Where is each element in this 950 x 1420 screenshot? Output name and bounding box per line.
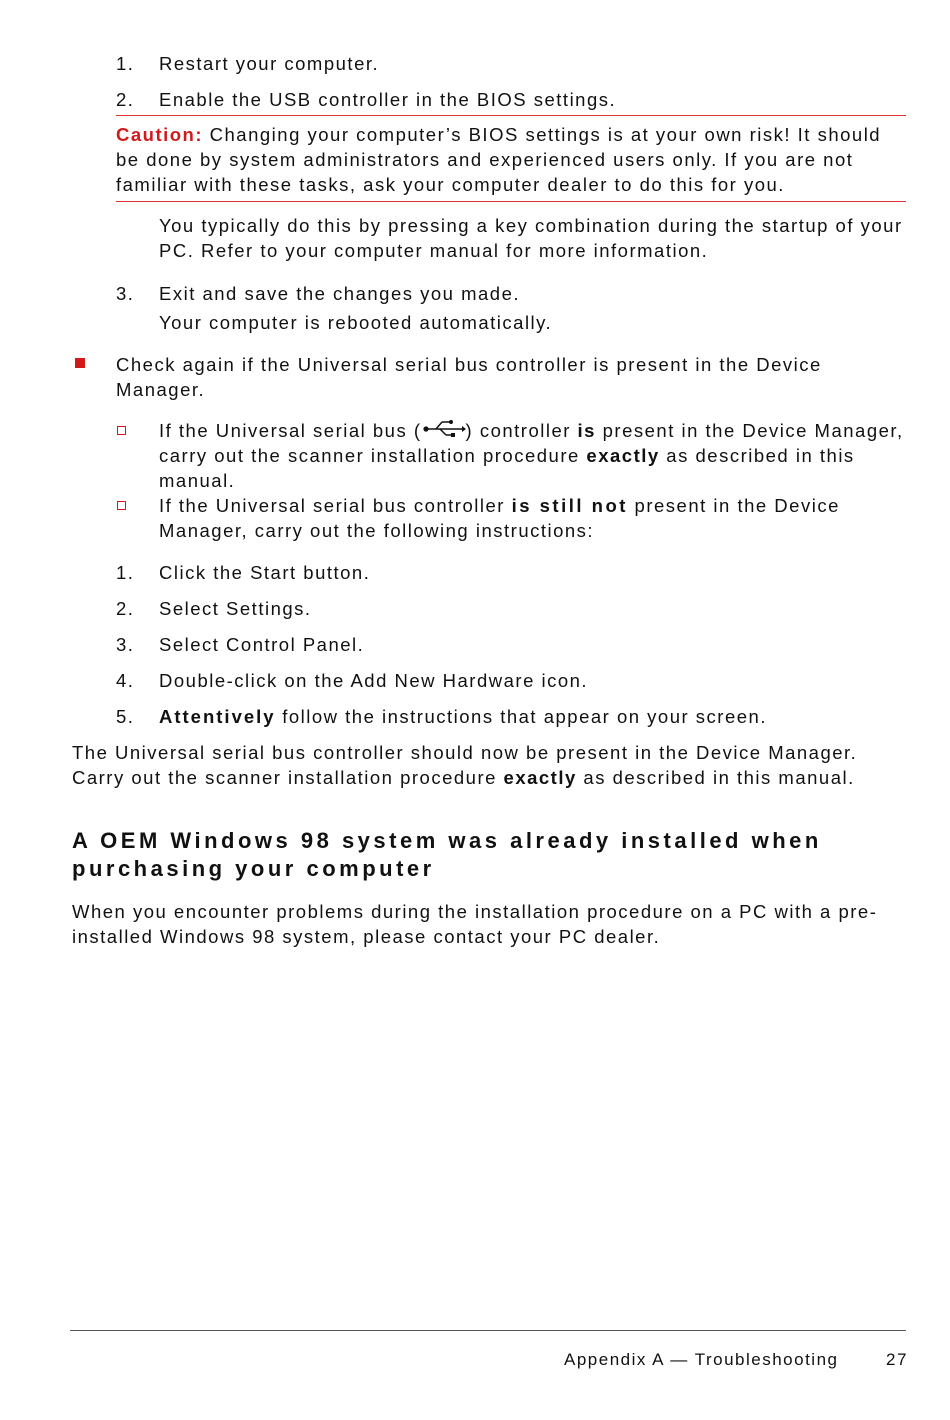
step-text: Select Control Panel.	[159, 634, 365, 655]
emphasis: is	[577, 420, 596, 441]
step-text: Enable the USB controller in the BIOS settings.	[159, 89, 617, 110]
text-part: present in the Device Manager, carry out the scanner installation procedure	[159, 420, 904, 466]
text-part: as described in this manual.	[576, 767, 855, 788]
step-number: 5.	[116, 706, 135, 727]
step-text: Double-click on the Add New Hardware icon.	[159, 670, 589, 691]
page-number: 27	[886, 1350, 908, 1369]
caution-paragraph	[116, 122, 906, 197]
text-part: as described in this manual.	[159, 445, 855, 491]
text-part: If the Universal serial bus controller	[159, 495, 512, 516]
emphasis: Attentively	[159, 706, 276, 727]
step-text: Select Settings.	[159, 598, 312, 619]
step-number: 2.	[116, 598, 135, 619]
text-part: The Universal serial bus controller should now be present in the Device Manager. Carry out the scanner installation procedure	[72, 742, 858, 788]
final-paragraph: When you encounter problems during the installation procedure on a PC with a pre-installed Windows 98 system, please contact your PC dealer.	[72, 901, 878, 947]
sub-bullet-usb-present	[159, 418, 910, 493]
caution-label: Caution:	[116, 124, 204, 145]
sub-bullet-usb-not-present	[159, 493, 910, 543]
emphasis: exactly	[586, 445, 660, 466]
text-part: follow the instructions that appear on your screen.	[275, 706, 767, 727]
step-text: Click the Start button.	[159, 562, 371, 583]
emphasis: is still not	[511, 495, 628, 516]
bios-note: You typically do this by pressing a key combination during the startup of your PC. Refer to your computer manual for more information.	[159, 215, 903, 261]
check-again-text: Check again if the Universal serial bus controller is present in the Device Manager.	[116, 354, 822, 400]
step-number: 3.	[116, 634, 135, 655]
text-part: present in the Device Manager, carry out the following instructions:	[159, 495, 840, 541]
usb-icon	[422, 419, 466, 439]
caution-text: Changing your computer’s BIOS settings is at your own risk! It should be done by system administrators and experienced users only. If you are not familiar with these tasks, ask your computer dealer to do this for you.	[116, 124, 882, 195]
step-text: Exit and save the changes you made.	[159, 283, 521, 304]
step-text	[159, 704, 910, 729]
caution-box	[116, 115, 906, 202]
step-number: 1.	[116, 562, 135, 583]
footer-section: Appendix A — Troubleshooting	[564, 1350, 839, 1369]
footer-divider	[70, 1330, 906, 1331]
emphasis: exactly	[503, 767, 577, 788]
text-part: If the Universal serial bus (	[159, 420, 422, 441]
section-heading: A OEM Windows 98 system was already installed when purchasing your computer	[72, 828, 822, 881]
text-part: ) controller	[465, 420, 578, 441]
step-text: Restart your computer.	[159, 53, 380, 74]
step-number: 3.	[116, 283, 135, 304]
hollow-square-bullet-icon	[117, 501, 126, 510]
step-note: Your computer is rebooted automatically.	[159, 312, 553, 333]
hollow-square-bullet-icon	[117, 426, 126, 435]
square-bullet-icon	[75, 358, 85, 368]
step-number: 4.	[116, 670, 135, 691]
step-number: 2.	[116, 89, 135, 110]
conclusion-paragraph	[72, 740, 910, 790]
step-number: 1.	[116, 53, 135, 74]
